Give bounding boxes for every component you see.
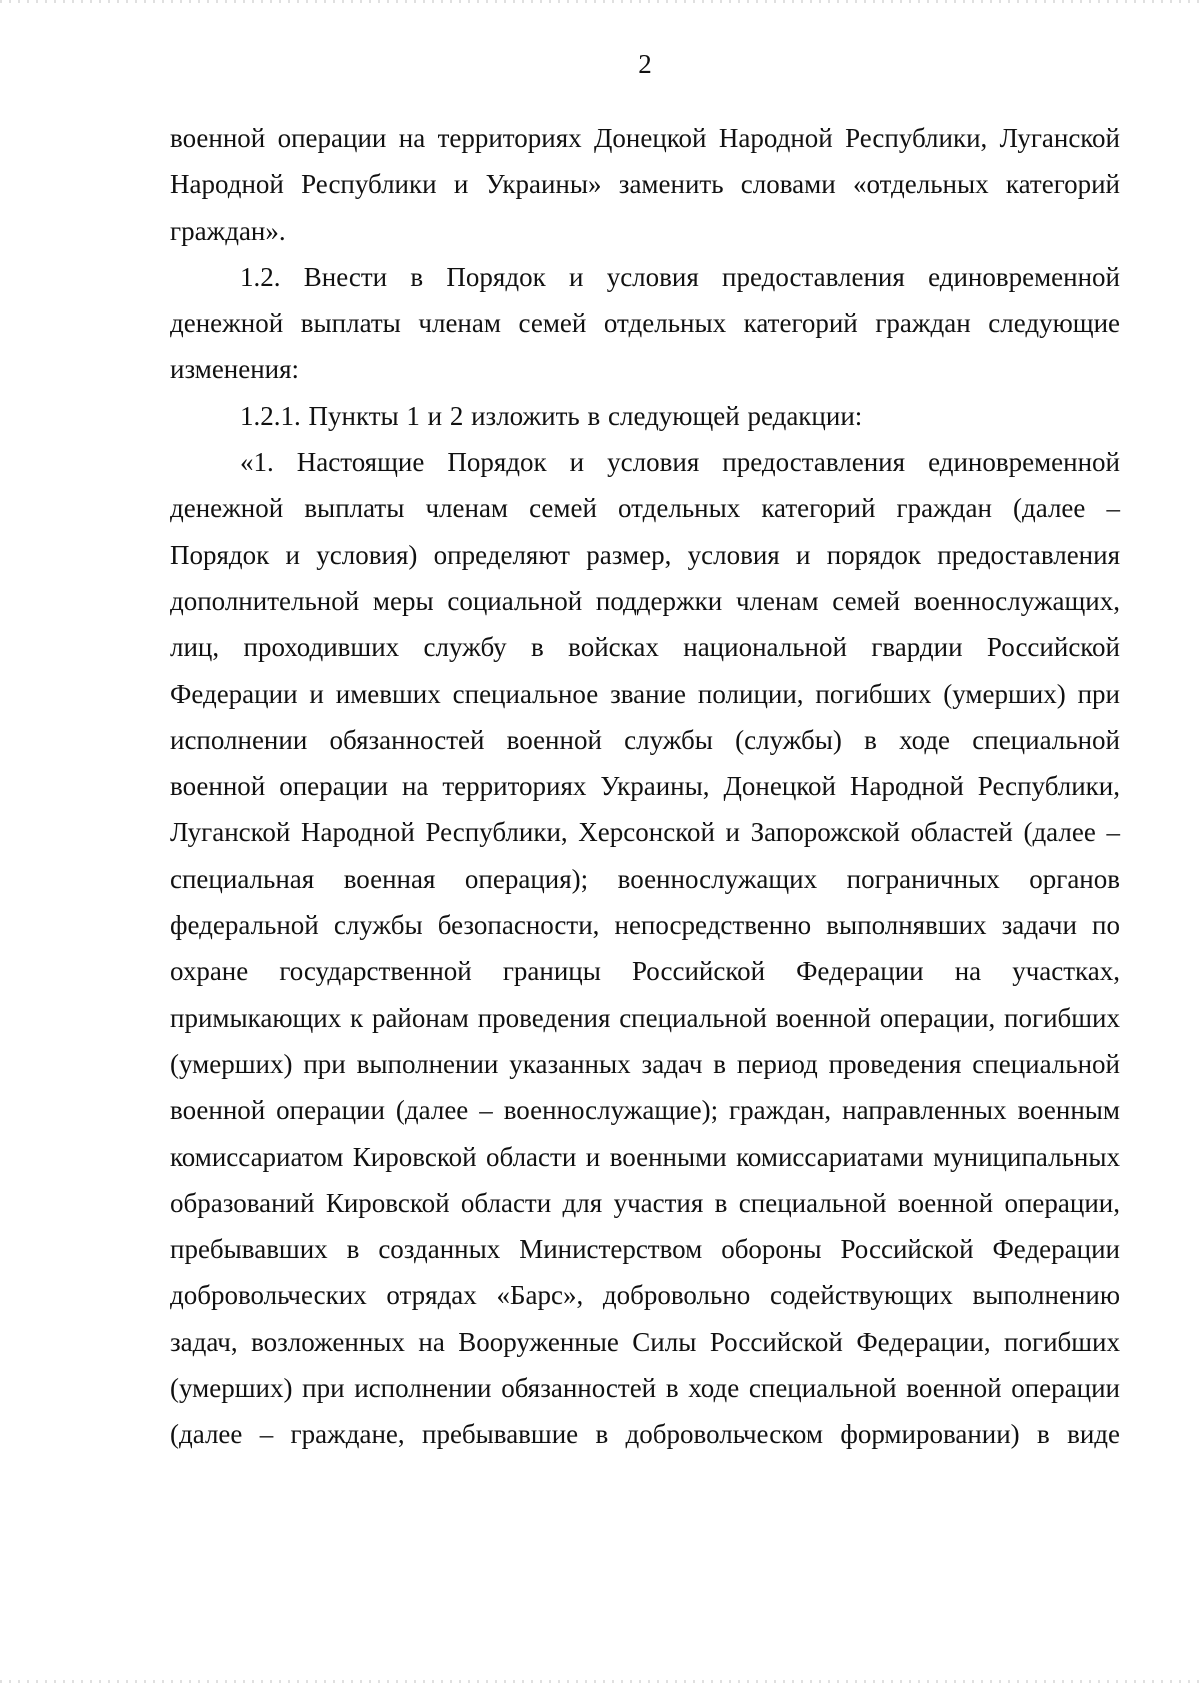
paragraph-item-1-2-1: 1.2.1. Пункты 1 и 2 изложить в следующей редакции: [240,400,863,431]
document-body [170,115,1120,1458]
page-number: 2 [638,49,652,79]
paragraph-continuation: военной операции на территориях Донецкой Народной Республики, Луганской Народной Республики и Украины» заменить словами «отдельных категорий граждан». [170,123,1120,246]
paragraph-item-1-2: 1.2. Внести в Порядок и условия предоставления единовременной денежной выплаты членам семей отдельных категорий граждан следующие изменения: [170,261,1120,385]
scan-edge-top [0,0,1200,3]
scan-edge-bottom [0,1680,1200,1683]
paragraph-quote-item-1: «1. Настоящие Порядок и условия предоставления единовременной денежной выплаты членам семей отдельных категорий граждан (далее – Порядок и условия) определяют размер, условия и порядок предоставления дополнительной меры социальной поддержки членам семей военнослужащих, лиц, проходивших службу в войсках национальной гвардии Российской Федерации и имевших специальное звание полиции, погибших (умерших) при исполнении обязанностей военной службы (службы) в ходе специальной военной операции на территориях Украины, Донецкой Народной Республики, Луганской Народной Республики, Херсонской и Запорожской областей (далее – специальная военная операция); военнослужащих пограничных органов федеральной службы безопасности, непосредственно выполнявших задачи по охране государственной границы Российской Федерации на участках, примыкающих к районам проведения специальной военной операции, погибших (умерших) при выполнении указанных задач в период проведения специальной военной операции (далее – военнослужащие); граждан, направленных военным комиссариатом Кировской области и военными комиссариатами муниципальных образований Кировской области для участия в специальной военной операции, пребывавших в созданных Министерством обороны Российской Федерации добровольческих отрядах «Барс», добровольно содействующих выполнению задач, возложенных на Вооруженные Силы Российской Федерации, погибших (умерших) при исполнении обязанностей в ходе специальной военной операции (далее – граждане, пребывавшие в добровольческом формировании) в виде [170,447,1120,1450]
